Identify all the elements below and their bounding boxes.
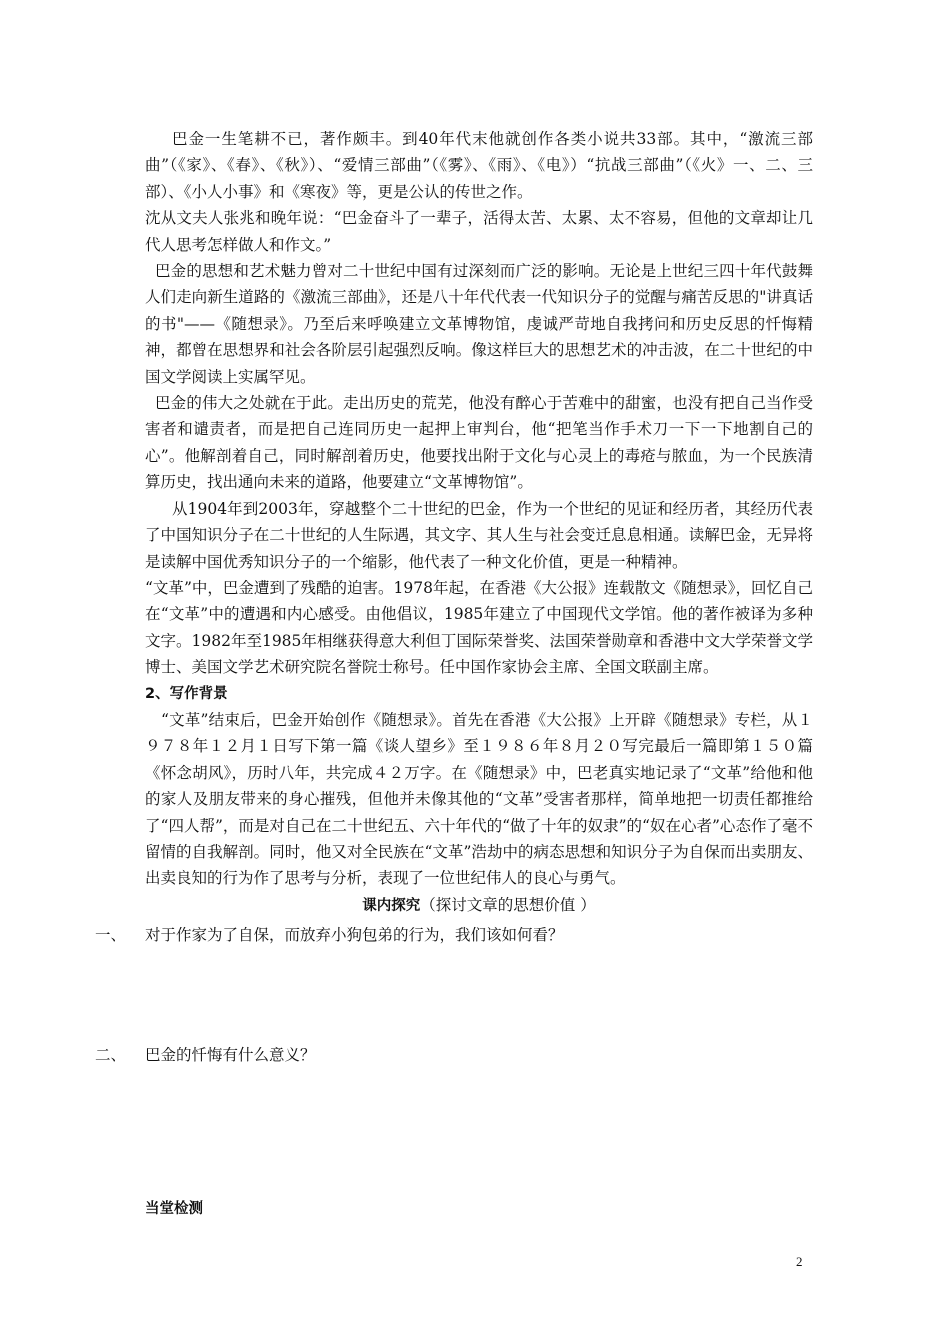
paragraph-cultural-revolution: “文革”中，巴金遭到了残酷的迫害。1978年起，在香港《大公报》连载散文《随想录》，回忆自己在“文革”中的遭遇和内心感受。由他倡议，1985年建立了中国现代文学馆。他的著作被译为多种文字。1982年至1985年相继获得意大利但丁国际荣誉奖、法国荣誉勋章和香港中文大学荣誉文学博士、美国文学艺术研究院名誉院士称号。任中国作家协会主席、全国文联副主席。	[145, 578, 813, 677]
explore-title	[145, 892, 813, 920]
question-1-text: 对于作家为了自保，而放弃小狗包弟的行为，我们该如何看？	[145, 926, 564, 944]
paragraph-life-span: 从1904年到2003年，穿越整个二十世纪的巴金，作为一个世纪的见证和经历者，其经历代表了中国知识分子在二十世纪的人生际遇，其文字、其人生与社会变迁息息相通。读解巴金，无异将是读解中国优秀知识分子的一个缩影，他代表了一种文化价值，更是一种精神。	[145, 499, 813, 571]
in-class-check-title: 当堂检测	[145, 1201, 203, 1217]
question-2-number: 二、	[95, 1046, 127, 1064]
page-number: 2	[796, 1254, 803, 1269]
paragraph-writing-background: “文革”结束后，巴金开始创作《随想录》。首先在香港《大公报》上开辟《随想录》专栏，从１９７８年１２月１日写下第一篇《谈人望乡》至１９８６年８月２０写完最后一篇即第１５０篇《怀念胡风》，历时八年，共完成４２万字。在《随想录》中，巴老真实地记录了“文革”给他和他的家人及朋友带来的身心摧残，但他并未像其他的“文革”受害者那样，简单地把一切责任都推给了“四人帮”，而是对自己在二十世纪五、六十年代的“做了十年的奴隶”的“奴在心者”心态作了毫不留情的自我解剖。同时，他又对全民族在“文革”浩劫中的病态思想和知识分子为自保而出卖朋友、出卖良知的行为作了思考与分析，表现了一位世纪伟人的良心与勇气。	[145, 710, 813, 888]
question-2-text: 巴金的忏悔有什么意义？	[145, 1046, 316, 1064]
paragraph-greatness: 巴金的伟大之处就在于此。走出历史的荒芜，他没有醉心于苦难中的甜蜜，也没有把自己当作受害者和谴责者，而是把自己连同历史一起押上审判台，他“把笔当作手术刀一下一下地割自己的心”。他解剖着自己，同时解剖着历史，他要找出附于文化与心灵上的毒疮与脓血，为一个民族清算历史，找出通向未来的道路，他要建立“文革博物馆”。	[145, 394, 813, 492]
explore-title-sub: （探讨文章的思想价值 ）	[420, 895, 596, 914]
question-1-number: 一、	[95, 926, 127, 944]
main-text	[145, 126, 813, 920]
question-2	[95, 1042, 316, 1068]
paragraph-works: 巴金一生笔耕不已，著作颇丰。到40年代末他就创作各类小说共33部。其中，“激流三部曲”（《家》、《春》、《秋》）、“爱情三部曲”（《雾》、《雨》、《电》）“抗战三部曲”（《火》一、二、三部）、《小人小事》和《寒夜》等，更是公认的传世之作。	[145, 130, 813, 201]
section-writing-background-title: 2、写作背景	[145, 685, 228, 702]
paragraph-influence: 巴金的思想和艺术魅力曾对二十世纪中国有过深刻而广泛的影响。无论是上世纪三四十年代鼓舞人们走向新生道路的《激流三部曲》，还是八十年代代表一代知识分子的觉醒与痛苦反思的"讲真话的书"——《随想录》。乃至后来呼唤建立文革博物馆，虔诚严苛地自我拷问和历史反思的忏悔精神，都曾在思想界和社会各阶层引起强烈反响。像这样巨大的思想艺术的冲击波，在二十世纪的中国文学阅读上实属罕见。	[145, 262, 813, 386]
explore-title-main: 课内探究	[362, 897, 421, 914]
question-1	[95, 922, 564, 948]
paragraph-zhang-zhaohe-quote: 沈从文夫人张兆和晚年说：“巴金奋斗了一辈子，活得太苦、太累、太不容易，但他的文章却让几代人思考怎样做人和作文。”	[145, 209, 813, 254]
